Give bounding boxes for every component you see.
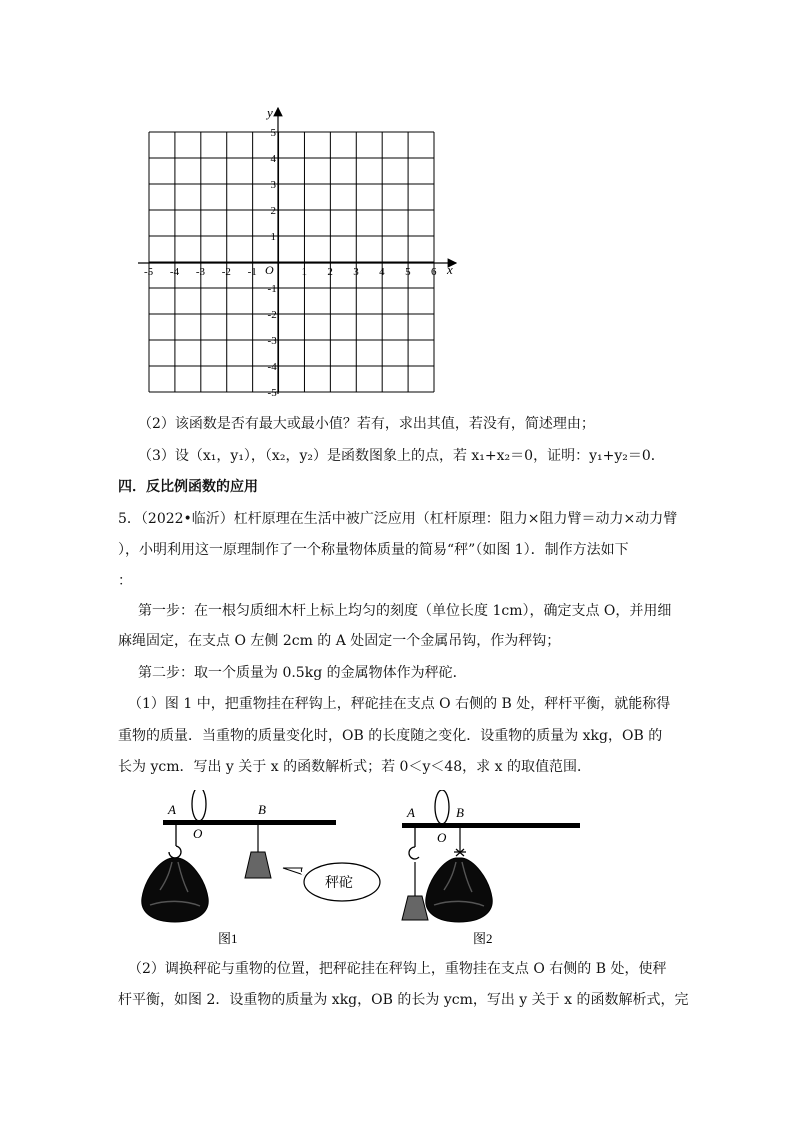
x-tick-label: -4 [169,266,180,278]
fig2-label-a: A [407,805,415,820]
figure-1 [130,790,390,950]
x-tick-label: -1 [247,266,257,278]
x-tick-label: 6 [431,266,437,278]
fig1-label-a: A [168,802,176,817]
y-tick-label: 2 [270,205,277,217]
x-axis-label: x [447,262,453,277]
coordinate-grid [130,100,470,400]
step-2-text: 第二步：取一个质量为 0.5kg 的金属物体作为秤砣． [138,665,467,681]
y-tick-label: -3 [267,335,277,347]
step-1-line-1: 第一步：在一根匀质细木杆上标上均匀的刻度（单位长度 1cm），确定支点 O，并用细 [138,603,672,619]
problem-5-line-3: ： [118,573,132,589]
y-tick-label: -5 [267,387,277,399]
question-5-1-line-1: （1）图 1 中，把重物挂在秤钩上，秤砣挂在支点 O 右侧的 B 处，秤杆平衡，就能称得 [128,696,671,712]
question-3-text: （3）设（x₁，y₁），（x₂，y₂）是函数图象上的点，若 x₁+x₂＝0，证明：y₁+y₂＝0． [138,448,665,464]
section-heading: 四．反比例函数的应用 [118,479,258,495]
figure-2 [390,790,590,950]
weight-bag-icon [426,858,492,922]
question-2-text: （2）该函数是否有最大或最小值？若有，求出其值，若没有，简述理由； [138,416,595,432]
counterweight-icon [245,852,271,878]
counterweight-icon [402,896,428,920]
x-tick-label: -3 [195,266,205,278]
rope-loop-icon [192,790,206,821]
y-tick-label: 3 [270,179,277,191]
y-tick-label: 4 [270,153,277,165]
x-tick-label: 5 [405,266,411,278]
step-1-line-2: 麻绳固定，在支点 O 左侧 2cm 的 A 处固定一个金属吊钩，作为秤钩； [118,633,561,649]
x-tick-label: 3 [353,266,359,278]
x-tick-label: 2 [327,266,333,278]
y-tick-label: -4 [267,361,277,373]
fig1-label-b: B [258,802,266,817]
question-5-1-line-3: 长为 ycm．写出 y 关于 x 的函数解析式；若 0＜y＜48，求 x 的取值范围． [118,759,591,775]
y-tick-label: 1 [270,231,277,243]
x-tick-label: -2 [221,266,231,278]
y-tick-label: -1 [267,283,277,295]
fig1-label-o: O [193,826,203,841]
y-tick-label: -2 [267,309,277,321]
problem-5-line-2: ），小明利用这一原理制作了一个称量物体质量的简易“秤”（如图 1）．制作方法如下 [118,542,629,558]
rope-loop-icon [435,790,449,824]
question-5-2-line-2: 杆平衡，如图 2．设重物的质量为 xkg，OB 的长为 ycm，写出 y 关于 x 的函数解析式，完 [118,992,689,1008]
problem-5-line-1: 5．（2022•临沂）杠杆原理在生活中被广泛应用（杠杆原理：阻力×阻力臂＝动力×动力臂 [118,511,678,527]
x-tick-label: 1 [301,266,307,278]
question-5-2-line-1: （2）调换秤砣与重物的位置，把秤砣挂在秤钩上，重物挂在支点 O 右侧的 B 处，使秤 [128,961,667,977]
fig2-caption: 图2 [473,931,493,946]
y-axis-label: y [267,105,273,120]
origin-label: O [265,263,274,277]
weight-bag-icon [142,858,208,922]
x-tick-label: 4 [379,266,385,278]
question-5-1-line-2: 重物的质量．当重物的质量变化时，OB 的长度随之变化．设重物的质量为 xkg，OB 的 [118,728,663,744]
fig2-label-b: B [456,805,464,820]
fig2-label-o: O [437,830,447,845]
x-tick-label: -5 [144,266,154,278]
bubble-text: 秤砣 [325,876,353,891]
fig1-caption: 图1 [218,931,238,946]
y-tick-label: 5 [270,127,277,139]
